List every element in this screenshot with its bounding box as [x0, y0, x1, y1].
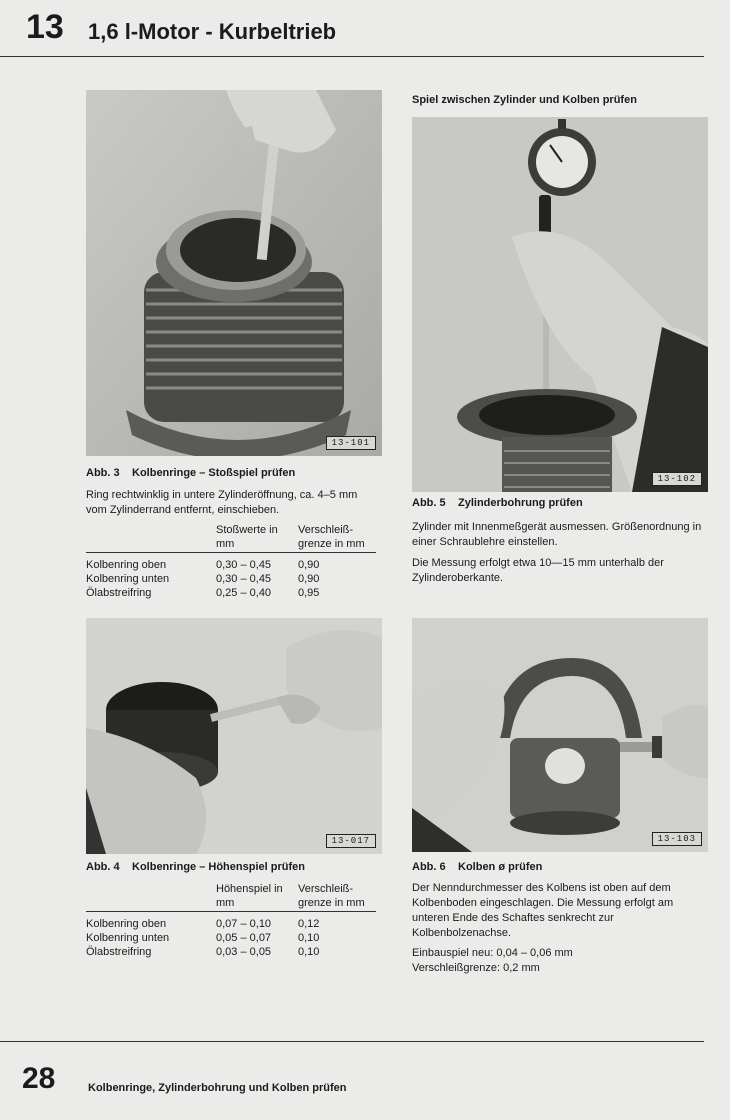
row-label: Ölabstreifring [86, 946, 152, 958]
row-limit: 0,10 [298, 946, 320, 958]
table-row [86, 586, 376, 600]
figure-4-caption [86, 861, 305, 873]
footer-title: Kolbenringe, Zylinderbohrung und Kolben prüfen [88, 1082, 347, 1094]
row-label: Ölabstreifring [86, 587, 152, 599]
footer-rule [0, 1041, 704, 1042]
page-number: 28 [22, 1062, 56, 1095]
row-limit: 0,95 [298, 587, 320, 599]
figure-5-caption [412, 497, 583, 509]
table-row [86, 912, 376, 932]
table-row [86, 945, 376, 959]
figure-4-caption-text: Kolbenringe – Höhenspiel prüfen [132, 861, 305, 873]
figure-3-photo [86, 90, 382, 456]
table-row [86, 931, 376, 945]
figure-4-code: 13-017 [326, 834, 376, 848]
figure-3-spec-table [86, 523, 376, 600]
figure-6-caption [412, 861, 542, 873]
column-header-limit: Verschleiß- grenze in mm [298, 524, 365, 550]
figure-6-number: Abb. 6 [412, 861, 446, 873]
table-row [86, 572, 376, 586]
figure-3-number: Abb. 3 [86, 467, 120, 479]
column-header-limit: Verschleiß- grenze in mm [298, 883, 365, 909]
row-value: 0,30 – 0,45 [216, 559, 272, 571]
figure-3-caption-text: Kolbenringe – Stoßspiel prüfen [132, 467, 296, 479]
column-header-values: Höhenspiel in mm [216, 883, 283, 909]
row-limit: 0,90 [298, 573, 320, 585]
figure-6-photo [412, 618, 708, 852]
figure-5-paragraph-1: Zylinder mit Innenmeßgerät ausmessen. Größenordnung in einer Schraublehre einstellen. [412, 521, 702, 548]
row-value: 0,03 – 0,05 [216, 946, 272, 958]
figure-5-paragraph-2: Die Messung erfolgt etwa 10—15 mm unterhalb der Zylinderoberkante. [412, 557, 664, 584]
row-label: Kolbenring unten [86, 932, 170, 944]
figure-3-caption [86, 467, 295, 479]
figure-3-description: Ring rechtwinklig in untere Zylinderöffnung, ca. 4–5 mm vom Zylinderrand entfernt, einschieben. [86, 489, 358, 516]
figure-5-number: Abb. 5 [412, 497, 446, 509]
chapter-number: 13 [26, 8, 64, 46]
row-value: 0,07 – 0,10 [216, 918, 272, 930]
row-label: Kolbenring oben [86, 918, 167, 930]
figure-6-code: 13-103 [652, 832, 702, 846]
row-value: 0,05 – 0,07 [216, 932, 272, 944]
install-clearance: Einbauspiel neu: 0,04 – 0,06 mm [412, 947, 573, 959]
row-label: Kolbenring unten [86, 573, 170, 585]
figure-6-caption-text: Kolben ø prüfen [458, 861, 543, 873]
table-header-row [86, 882, 376, 912]
row-label: Kolbenring oben [86, 559, 167, 571]
row-value: 0,30 – 0,45 [216, 573, 272, 585]
figure-5-photo [412, 117, 708, 492]
table-header-row [86, 523, 376, 553]
row-limit: 0,12 [298, 918, 320, 930]
row-limit: 0,90 [298, 559, 320, 571]
row-value: 0,25 – 0,40 [216, 587, 272, 599]
figure-5-code: 13-102 [652, 472, 702, 486]
figure-5-caption-text: Zylinderbohrung prüfen [458, 497, 583, 509]
page-title: 1,6 l-Motor - Kurbeltrieb [88, 19, 337, 44]
figure-4-number: Abb. 4 [86, 861, 120, 873]
figure-5-heading: Spiel zwischen Zylinder und Kolben prüfen [412, 94, 637, 106]
column-header-values: Stoßwerte in mm [216, 524, 278, 550]
header-rule [0, 56, 704, 57]
table-row [86, 553, 376, 573]
figure-3-code: 13-101 [326, 436, 376, 450]
figure-4-photo [86, 618, 382, 854]
row-limit: 0,10 [298, 932, 320, 944]
wear-limit: Verschleißgrenze: 0,2 mm [412, 962, 540, 974]
figure-4-spec-table [86, 882, 376, 959]
figure-6-paragraph: Der Nenndurchmesser des Kolbens ist oben auf dem Kolbenboden eingeschlagen. Die Messung erfolgt am unteren Ende des Schaftes senkrecht zur Kolbenbolzenachse. [412, 882, 674, 939]
